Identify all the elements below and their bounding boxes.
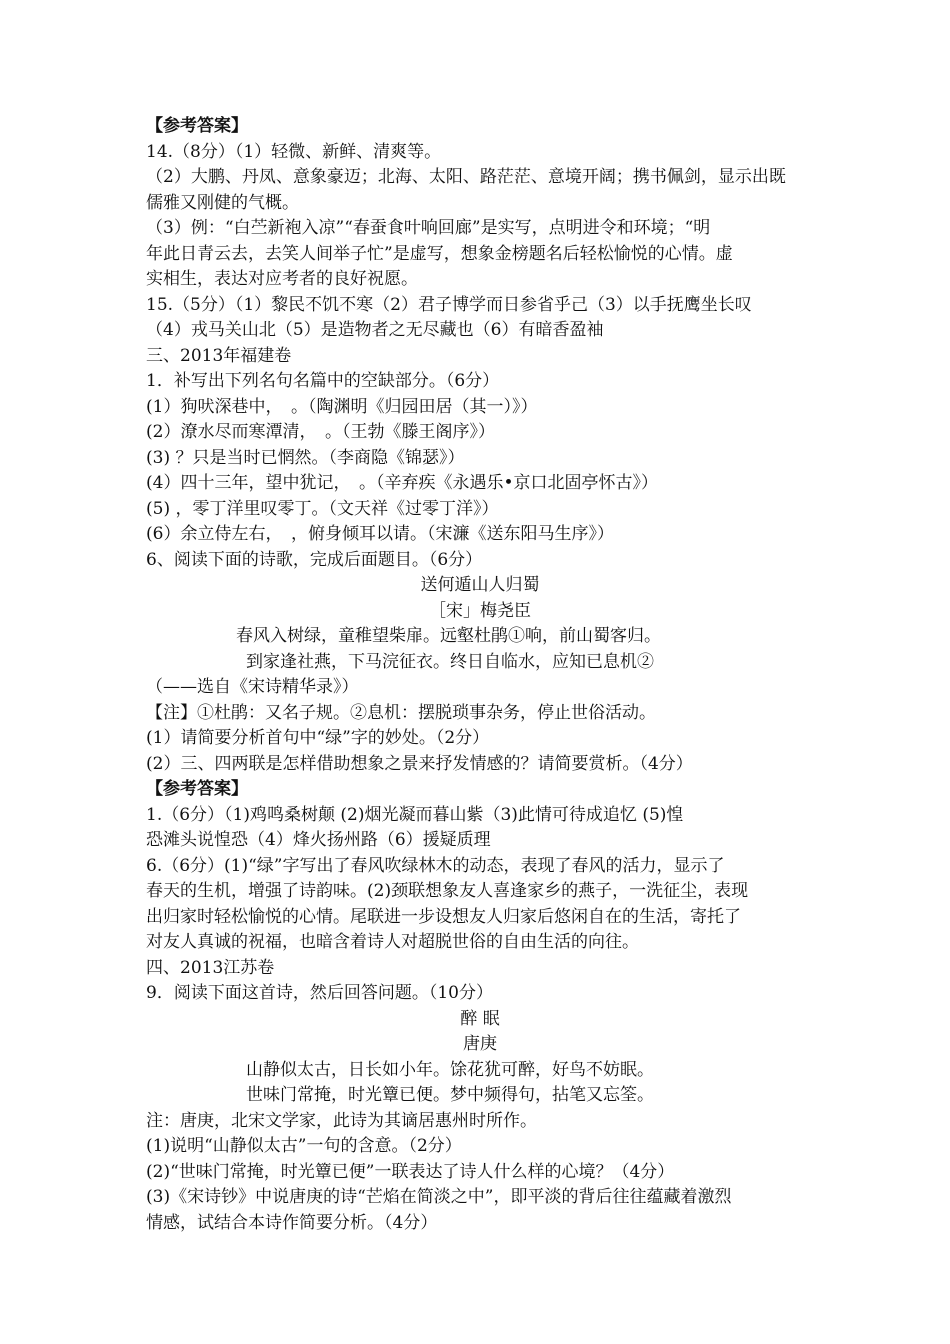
answer-heading: 【参考答案】	[146, 116, 248, 136]
question-9-2: (2)“世味门常掩，时光簟已便”一联表达了诗人什么样的心境？（4分）	[146, 1161, 675, 1182]
question-6-2: (2）三、四两联是怎样借助想象之景来抒发情感的？请简要赏析。（4分）	[146, 753, 693, 774]
answer-14-1: 14.（8分）（1）轻微、新鲜、清爽等。	[146, 141, 442, 162]
poem-notes: 【注】①杜鹃：又名子规。②息机：摆脱琐事杂务，停止世俗活动。	[146, 702, 656, 723]
poem2-title: 醉 眠	[460, 1008, 500, 1029]
poem-title: 送何遁山人归蜀	[420, 575, 540, 595]
question-1-item-1: (1）狗吠深巷中， 。（陶渊明《归园田居（其一）》）	[146, 396, 538, 417]
question-1-item-4: (4）四十三年，望中犹记， 。（辛弃疾《永遇乐•京口北固亭怀古》）	[146, 473, 658, 493]
question-9: 9．阅读下面这首诗，然后回答问题。（10分）	[146, 983, 493, 1003]
question-1-item-2: (2）潦水尽而寒潭清， 。（王勃《滕王阁序》）	[146, 422, 495, 442]
poem2-note: 注：唐庚，北宋文学家，此诗为其谪居惠州时所作。	[146, 1110, 537, 1131]
question-9-3: (3)《宋诗钞》中说唐庚的诗“芒焰在简淡之中”，即平淡的背后往往蕴藏着激烈	[146, 1187, 732, 1207]
answer-1: 1.（6分）（1)鸡鸣桑树颠 (2)烟光凝而暮山紫（3)此情可待成追忆 (5)惶	[146, 804, 684, 825]
answer-14-2-cont: 儒雅又刚健的气概。	[146, 192, 299, 213]
poem-line-2: 到家逢社燕，下马浣征衣。终日自临水，应知已息机②	[246, 651, 654, 672]
poem2-author: 唐庚	[463, 1034, 497, 1054]
question-6: 6、阅读下面的诗歌，完成后面题目。（6分）	[146, 549, 483, 570]
poem-author: ［宋」梅尧臣	[429, 600, 531, 621]
answer-1-cont: 恐滩头说惶恐（4）烽火扬州路（6）援疑质理	[146, 830, 491, 850]
answer-15-cont: （4）戎马关山北（5）是造物者之无尽藏也（6）有暗香盈袖	[146, 320, 604, 340]
poem2-line-2: 世味门常掩，时光簟已便。梦中频得句，拈笔又忘筌。	[246, 1085, 654, 1105]
question-6-1: (1）请简要分析首句中“绿”字的妙处。（2分）	[146, 728, 490, 748]
poem-source: （——选自《宋诗精华录》）	[146, 677, 359, 697]
answer-6-cont-3: 对友人真诚的祝福，也暗含着诗人对超脱世俗的自由生活的向往。	[146, 932, 639, 952]
answer-heading-2: 【参考答案】	[146, 779, 248, 799]
question-1-item-6: (6）余立侍左右， ，俯身倾耳以请。（宋濂《送东阳马生序》）	[146, 524, 614, 544]
answer-6-cont-2: 出归家时轻松愉悦的心情。尾联进一步设想友人归家后悠闲自在的生活，寄托了	[146, 906, 741, 927]
question-1-item-5: (5) ，零丁洋里叹零丁。（文天祥《过零丁洋》）	[146, 498, 499, 519]
question-9-3-cont: 情感，试结合本诗作简要分析。（4分）	[146, 1212, 438, 1233]
answer-14-3-cont: 年此日青云去，去笑人间举子忙”是虚写，想象金榜题名后轻松愉悦的心情。虚	[146, 243, 733, 264]
poem-line-1: 春风入树绿，童稚望柴扉。远壑杜鹃①响，前山蜀客归。	[236, 626, 661, 646]
answer-15: 15.（5分）（1）黎民不饥不寒（2）君子博学而日参省乎己（3）以手抚鹰坐长叹	[146, 294, 752, 315]
poem2-line-1: 山静似太古，日长如小年。馀花犹可醉，好鸟不妨眠。	[246, 1059, 654, 1080]
question-9-1: (1)说明“山静似太古”一句的含意。（2分）	[146, 1136, 462, 1156]
question-1: 1．补写出下列名句名篇中的空缺部分。（6分）	[146, 371, 500, 391]
question-1-item-3: (3) ？只是当时已惘然。（李商隐《锦瑟》）	[146, 447, 465, 468]
answer-14-2: （2）大鹏、丹凤、意象豪迈；北海、太阳、路茫茫、意境开阔；携书佩剑，显示出既	[146, 167, 786, 187]
document-body	[146, 114, 814, 1236]
answer-6: 6.（6分）(1)“绿”字写出了春风吹绿林木的动态，表现了春风的活力，显示了	[146, 855, 725, 876]
section-heading-fujian: 三、2013年福建卷	[146, 345, 292, 366]
answer-14-3: （3）例：“白苎新袍入凉”“春蚕食叶响回廊”是实写，点明进令和环境；“明	[146, 218, 711, 238]
answer-14-3-end: 实相生，表达对应考者的良好祝愿。	[146, 269, 418, 289]
answer-6-cont-1: 春天的生机，增强了诗韵味。(2)颈联想象友人喜逢家乡的燕子，一洗征尘，表现	[146, 881, 749, 901]
section-heading-jiangsu: 四、2013江苏卷	[146, 957, 275, 978]
